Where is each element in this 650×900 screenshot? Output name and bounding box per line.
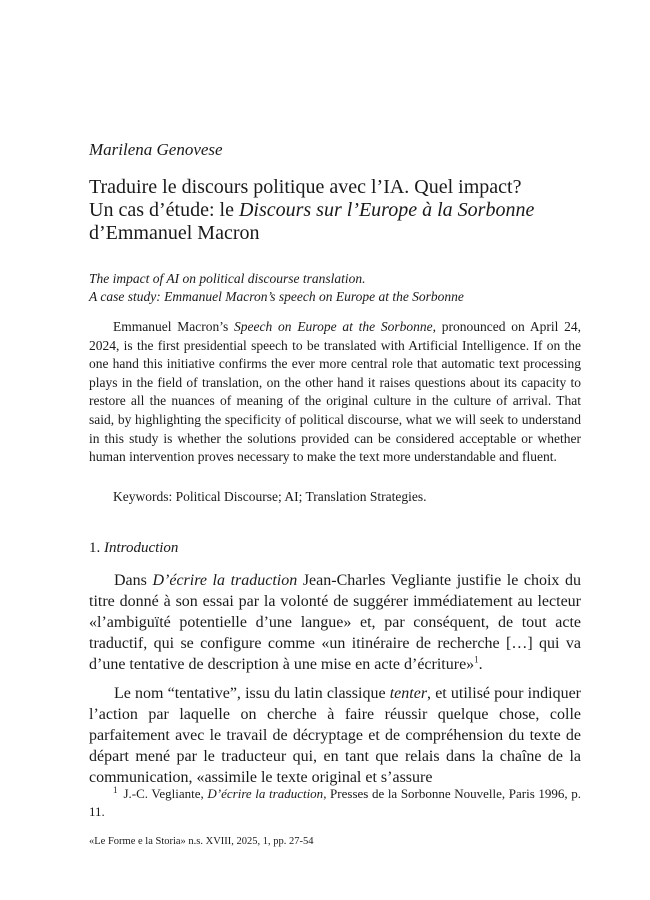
paragraph-1-b: Jean-Charles Vegliante justifie le choix du titre donné à son essai par la volonté de suggérer immédiatement au lecteur «l’ambiguïté potentielle d’une langue» et, par conséquent, de tout acte traductif, qui se configure comme «un itinéraire de recherche […] qui va d’une tentative de description à une mise en acte d’écriture» [89, 572, 581, 673]
paragraph-1-c: . [478, 656, 483, 673]
body-paragraph-1 [89, 570, 581, 675]
title-line-2 [89, 199, 581, 222]
paragraph-1-a: Dans [114, 572, 153, 589]
abstract-text [89, 318, 581, 467]
section-number: 1. [89, 540, 104, 556]
english-title-line-2: A case study: Emmanuel Macron’s speech on Europe at the Sorbonne [89, 289, 464, 304]
title-line-1: Traduire le discours politique avec l’IA. Quel impact? [89, 176, 522, 198]
title-line-2-italic: Discours sur l’Europe à la Sorbonne [238, 199, 535, 221]
title-line-2-prefix: Un cas d’étude: le [89, 199, 239, 221]
english-title [89, 270, 581, 306]
footnote-text-a: J.-C. Vegliante, [123, 786, 208, 801]
footnote-text-b: , Presses de la Sorbonne Nouvelle, Paris 1996, p. 11. [89, 786, 581, 819]
paragraph-2-italic: tenter [389, 685, 428, 702]
author-name: Marilena Genovese [89, 140, 223, 159]
section-heading [89, 540, 581, 557]
english-title-line-1: The impact of AI on political discourse translation. [89, 271, 366, 286]
abstract-text-b: , pronounced on April 24, 2024, is the first presidential speech to be translated with Artificial Intelligence. If on the one hand this initiative confirms the ever more central role that automatic text processing plays in the field of translation, on the other hand it raises questions about its capacity to restore all the nuances of meaning of the original culture in the culture of arrival. That said, by highlighting the specificity of political discourse, what we will seek to understand in this study is whether the solutions provided can be considered acceptable or whether human intervention proves necessary to make the text more understandable and fluent. [89, 319, 581, 465]
title-line-3: d’Emmanuel Macron [89, 222, 260, 244]
paragraph-1-italic: D’écrire la traduction [152, 572, 298, 589]
running-footer: «Le Forme e la Storia» n.s. XVIII, 2025, 1, pp. 27-54 [89, 836, 314, 847]
keywords: Keywords: Political Discourse; AI; Translation Strategies. [113, 489, 427, 504]
article-title [89, 176, 581, 245]
abstract-text-a: Emmanuel Macron’s [113, 319, 235, 334]
footnote-text-italic: D’écrire la traduction [207, 786, 324, 801]
paragraph-2-a: Le nom “tentative”, issu du latin classique [114, 685, 390, 702]
body-paragraph-2 [89, 683, 581, 788]
section-title: Introduction [104, 540, 179, 556]
paragraph-2-b: , et utilisé pour indiquer l’action par laquelle on cherche à faire réussir quelque chose, colle parfaitement avec le travail de décryptage et de compréhension du texte de départ mené par le traducteur qui, en tant que relais dans la chaîne de la communication, «assimile le texte original et s’assure [89, 685, 581, 786]
footnote-reference[interactable]: 1 [474, 654, 479, 665]
abstract-text-italic: Speech on Europe at the Sorbonne [234, 319, 433, 334]
footnote-number: 1 [113, 784, 118, 795]
footnote [89, 785, 581, 821]
